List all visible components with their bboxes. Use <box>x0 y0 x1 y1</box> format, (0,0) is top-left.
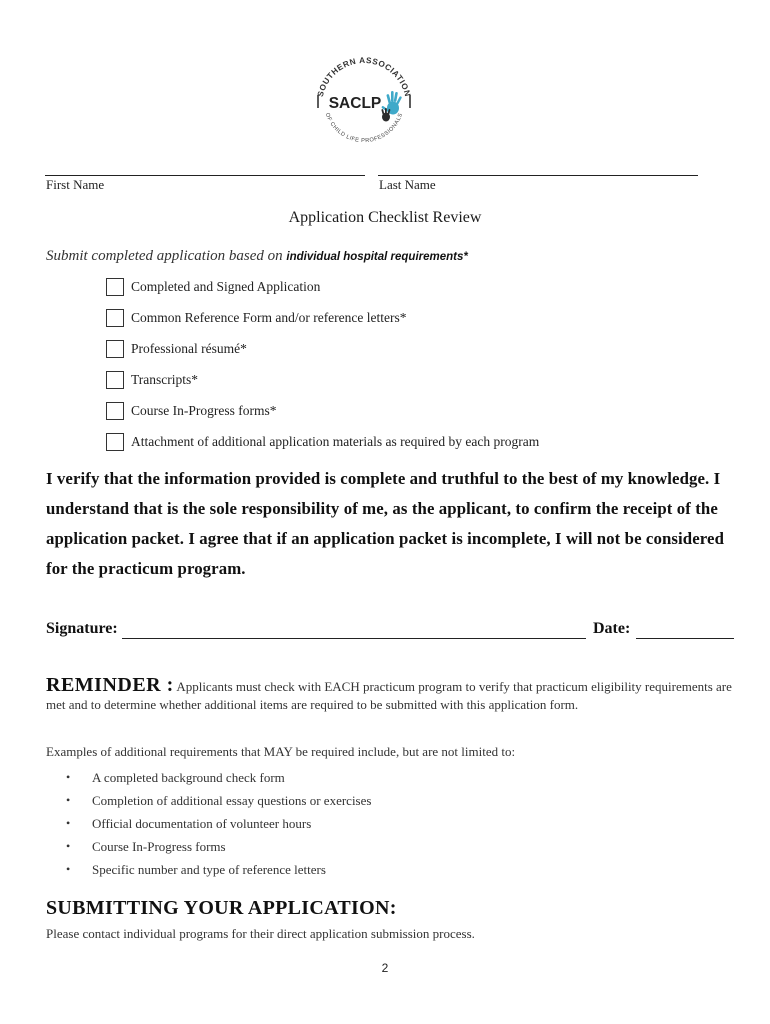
list-item <box>66 789 371 812</box>
list-item-text: Course In-Progress forms <box>92 838 226 854</box>
reminder-heading: REMINDER : <box>46 674 174 696</box>
checkbox[interactable] <box>106 433 124 451</box>
checkbox[interactable] <box>106 309 124 327</box>
signature-label: Signature: <box>46 620 118 637</box>
list-item <box>66 858 371 881</box>
checklist-item[interactable] <box>106 308 407 328</box>
checklist-label: Attachment of additional application materials as required by each program <box>131 434 540 449</box>
checkbox[interactable] <box>106 402 124 420</box>
checklist-item[interactable] <box>106 432 539 452</box>
page-title: Application Checklist Review <box>288 209 482 226</box>
signature-line[interactable] <box>122 638 586 639</box>
checklist-intro <box>46 248 468 265</box>
logo-acronym: SACLP <box>328 95 382 112</box>
intro-bold: individual hospital requirements* <box>286 251 468 263</box>
list-item-text: Official documentation of volunteer hours <box>92 815 312 831</box>
last-name-line[interactable] <box>378 175 698 176</box>
date-label: Date: <box>593 620 631 637</box>
submitting-text: Please contact individual programs for their direct application submission process. <box>46 926 475 941</box>
reminder-paragraph <box>46 676 736 714</box>
list-item <box>66 766 371 789</box>
list-item <box>66 812 371 835</box>
checklist-item[interactable] <box>106 277 320 297</box>
checklist-item[interactable] <box>106 370 198 390</box>
bullet-icon: • <box>66 770 71 784</box>
logo-arc-top: SOUTHERN ASSOCIATION <box>315 55 413 98</box>
list-item-text: A completed background check form <box>92 769 285 785</box>
list-item-text: Completion of additional essay questions or exercises <box>92 792 372 808</box>
checklist-label: Completed and Signed Application <box>131 279 321 294</box>
reminder-text: Applicants must check with EACH practicum program to verify that practicum eligibility requirements are met and to determine whether additional items are required to be submitted with this application form. <box>46 679 732 712</box>
first-name-label: First Name <box>46 177 105 192</box>
bullet-icon: • <box>66 839 71 853</box>
list-item <box>66 835 371 858</box>
checkbox[interactable] <box>106 340 124 358</box>
checkbox[interactable] <box>106 278 124 296</box>
bullet-icon: • <box>66 816 71 830</box>
checkbox[interactable] <box>106 371 124 389</box>
bullet-icon: • <box>66 862 71 876</box>
date-line[interactable] <box>636 638 734 639</box>
list-item-text: Specific number and type of reference letters <box>92 861 326 877</box>
last-name-label: Last Name <box>379 177 436 192</box>
page-number: 2 <box>381 961 389 975</box>
examples-list <box>66 766 371 881</box>
logo-graphic <box>305 45 423 163</box>
verification-statement: I verify that the information provided is complete and truthful to the best of my knowledge. I understand that is the sole responsibility of me, as the applicant, to confirm the receipt of the application packet. I agree that if an application packet is incomplete, I will not be considered for the practicum program. <box>46 469 725 578</box>
checklist-label: Transcripts* <box>131 372 199 387</box>
submitting-heading: SUBMITTING YOUR APPLICATION: <box>46 897 397 919</box>
first-name-line[interactable] <box>45 175 365 176</box>
svg-text:SOUTHERN ASSOCIATION <box>316 56 412 98</box>
checklist-item[interactable] <box>106 401 276 421</box>
bullet-icon: • <box>66 793 71 807</box>
examples-intro: Examples of additional requirements that MAY be required include, but are not limited to: <box>46 744 516 759</box>
saclp-logo <box>305 45 423 163</box>
intro-italic: Submit completed application based on <box>46 248 287 264</box>
checklist-label: Professional résumé* <box>131 341 247 356</box>
checklist-item[interactable] <box>106 339 247 359</box>
logo-arc-bottom: OF CHILD LIFE PROFESSIONALS <box>323 112 405 145</box>
checklist-label: Common Reference Form and/or reference letters* <box>131 310 407 325</box>
svg-text:OF CHILD LIFE PROFESSIONALS <box>324 112 404 144</box>
checklist-label: Course In-Progress forms* <box>131 403 277 418</box>
